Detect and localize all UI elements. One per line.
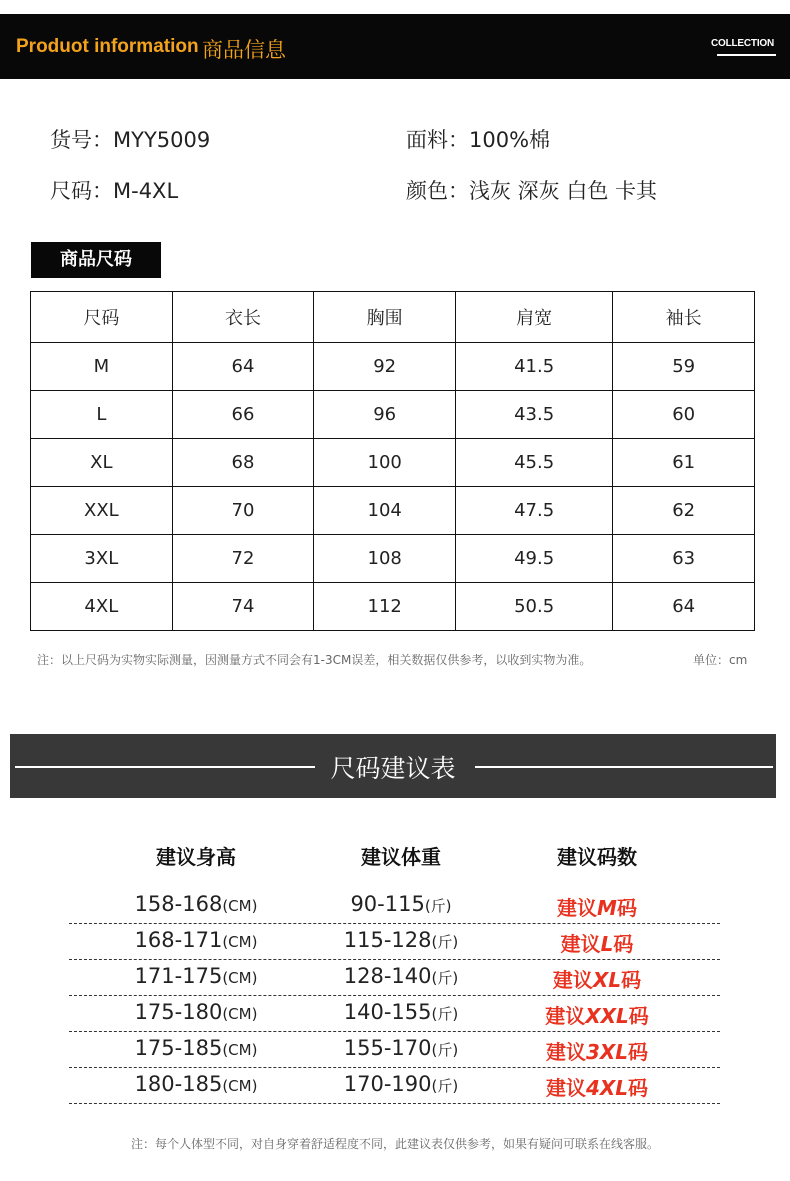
height-cell [96, 1000, 296, 1024]
table-cell: 50.5 [456, 583, 613, 631]
col-header-height: 建议身高 [156, 845, 236, 869]
height-value: 175-180 [134, 1000, 223, 1024]
colors: 颜色：浅灰 深灰 白色 卡其 [406, 179, 658, 203]
height-value: 175-185 [134, 1036, 223, 1060]
table-cell: XXL [31, 487, 173, 535]
table-row [31, 391, 755, 439]
height-value: 168-171 [134, 928, 223, 952]
rec-size: XL [592, 968, 622, 992]
weight-cell [301, 928, 501, 952]
table-cell: 72 [172, 535, 314, 583]
recommended-size [497, 928, 697, 957]
weight-unit: (斤) [431, 1041, 459, 1059]
rec-size: XXL [585, 1004, 629, 1028]
recommend-title: 尺码建议表 [330, 754, 456, 783]
rec-prefix: 建议 [552, 968, 593, 992]
table-cell: 63 [613, 535, 755, 583]
height-cell [96, 1036, 296, 1060]
header-title-cn: 商品信息 [202, 38, 286, 62]
height-unit: (CM) [222, 933, 258, 951]
recommended-size [497, 1072, 697, 1101]
height-unit: (CM) [222, 1077, 258, 1095]
table-cell: 64 [172, 343, 314, 391]
table-cell: 45.5 [456, 439, 613, 487]
rec-prefix: 建议 [557, 896, 598, 920]
height-value: 158-168 [134, 892, 223, 916]
table-cell: 92 [314, 343, 456, 391]
size-section-tag: 商品尺码 [31, 242, 161, 278]
recommended-size [497, 964, 697, 993]
table-cell: 62 [613, 487, 755, 535]
weight-unit: (斤) [431, 933, 459, 951]
rec-prefix: 建议 [545, 1004, 586, 1028]
weight-value: 90-115 [350, 892, 425, 916]
height-unit: (CM) [222, 897, 258, 915]
measurement-note: 注：以上尺码为实物实际测量，因测量方式不同会有1-3CM误差，相关数据仅供参考，以收到实物为准。 [37, 653, 592, 667]
rec-size: L [600, 932, 614, 956]
rec-suffix: 码 [621, 968, 642, 992]
rec-size: M [597, 896, 617, 920]
col-header: 胸围 [314, 292, 456, 343]
recommend-banner [10, 734, 776, 798]
weight-cell [301, 892, 501, 916]
weight-value: 115-128 [343, 928, 432, 952]
height-cell [96, 964, 296, 988]
table-cell: 108 [314, 535, 456, 583]
weight-cell [301, 1072, 501, 1096]
table-cell: M [31, 343, 173, 391]
table-cell: 49.5 [456, 535, 613, 583]
size-table-header [31, 292, 755, 343]
banner-line-right [475, 766, 773, 768]
weight-value: 170-190 [343, 1072, 432, 1096]
rec-suffix: 码 [628, 1076, 649, 1100]
header-title-en: Produot information [16, 36, 199, 57]
height-cell [96, 1072, 296, 1096]
table-cell: 66 [172, 391, 314, 439]
table-cell: XL [31, 439, 173, 487]
rec-suffix: 码 [613, 932, 634, 956]
height-unit: (CM) [222, 1041, 258, 1059]
table-cell: 47.5 [456, 487, 613, 535]
table-row [31, 535, 755, 583]
fabric: 面料：100%棉 [406, 128, 551, 152]
rec-suffix: 码 [616, 896, 637, 920]
weight-unit: (斤) [431, 969, 459, 987]
table-cell: 4XL [31, 583, 173, 631]
height-unit: (CM) [222, 1005, 258, 1023]
recommend-row [69, 923, 720, 960]
table-cell: 112 [314, 583, 456, 631]
col-header: 袖长 [613, 292, 755, 343]
recommend-row [69, 995, 720, 1032]
unit-label: 单位：cm [693, 653, 748, 667]
table-cell: 74 [172, 583, 314, 631]
collection-label: COLLECTION [711, 38, 774, 49]
size-range: 尺码：M-4XL [50, 179, 179, 203]
table-cell: 68 [172, 439, 314, 487]
rec-suffix: 码 [628, 1040, 649, 1064]
table-cell: 70 [172, 487, 314, 535]
collection-underline [717, 54, 776, 56]
table-row [31, 439, 755, 487]
col-header-weight: 建议体重 [361, 845, 441, 869]
col-header: 肩宽 [456, 292, 613, 343]
rec-suffix: 码 [628, 1004, 649, 1028]
table-cell: 64 [613, 583, 755, 631]
table-row [31, 583, 755, 631]
table-cell: 96 [314, 391, 456, 439]
height-value: 180-185 [134, 1072, 223, 1096]
col-header: 衣长 [172, 292, 314, 343]
height-value: 171-175 [134, 964, 223, 988]
item-number: 货号：MYY5009 [50, 128, 211, 152]
table-row [31, 343, 755, 391]
table-cell: 61 [613, 439, 755, 487]
rec-prefix: 建议 [560, 932, 601, 956]
weight-unit: (斤) [424, 897, 452, 915]
recommend-note: 注：每个人体型不同，对自身穿着舒适程度不同，此建议表仅供参考，如果有疑问可联系在线客服。 [130, 1137, 659, 1151]
table-cell: 60 [613, 391, 755, 439]
height-cell [96, 928, 296, 952]
weight-value: 140-155 [343, 1000, 432, 1024]
header-bar [0, 14, 790, 79]
weight-value: 128-140 [343, 964, 432, 988]
table-cell: 59 [613, 343, 755, 391]
table-cell: 104 [314, 487, 456, 535]
rec-prefix: 建议 [545, 1040, 586, 1064]
weight-cell [301, 1036, 501, 1060]
recommend-row [69, 887, 720, 924]
weight-value: 155-170 [343, 1036, 432, 1060]
rec-size: 4XL [585, 1076, 629, 1100]
weight-unit: (斤) [431, 1077, 459, 1095]
table-cell: 41.5 [456, 343, 613, 391]
col-header-size: 建议码数 [557, 845, 637, 869]
recommended-size [497, 1000, 697, 1029]
size-table [30, 291, 755, 631]
table-cell: 3XL [31, 535, 173, 583]
recommend-row [69, 1031, 720, 1068]
weight-cell [301, 1000, 501, 1024]
rec-prefix: 建议 [545, 1076, 586, 1100]
weight-unit: (斤) [431, 1005, 459, 1023]
weight-cell [301, 964, 501, 988]
rec-size: 3XL [585, 1040, 629, 1064]
height-cell [96, 892, 296, 916]
table-cell: L [31, 391, 173, 439]
recommended-size [497, 1036, 697, 1065]
recommended-size [497, 892, 697, 921]
table-row [31, 487, 755, 535]
table-cell: 43.5 [456, 391, 613, 439]
col-header: 尺码 [31, 292, 173, 343]
recommend-row [69, 1067, 720, 1104]
table-cell: 100 [314, 439, 456, 487]
recommend-row [69, 959, 720, 996]
height-unit: (CM) [222, 969, 258, 987]
